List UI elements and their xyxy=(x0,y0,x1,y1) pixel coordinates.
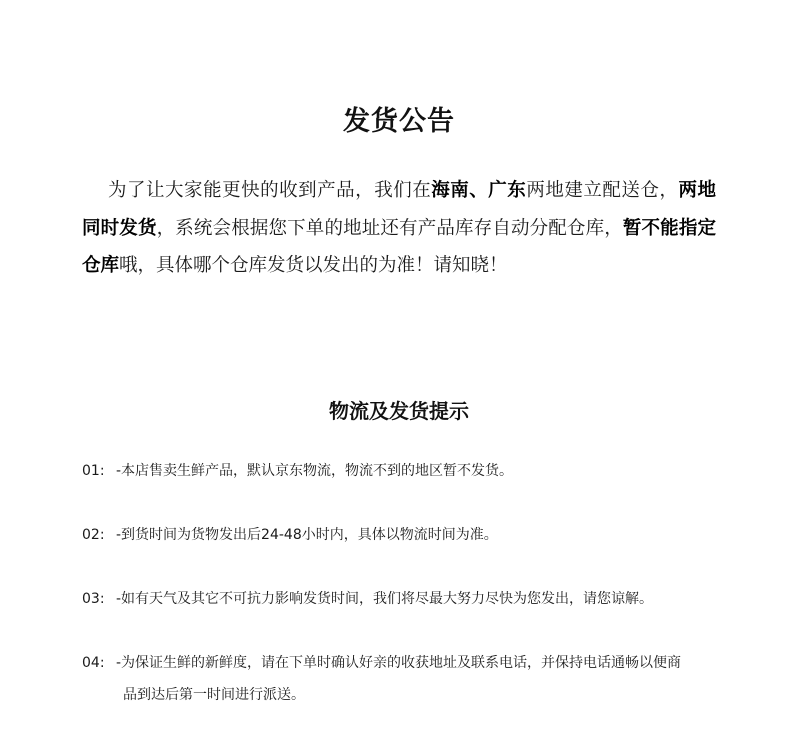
notice-text-3: ，系统会根据您下单的地址还有产品库存自动分配仓库， xyxy=(156,217,623,239)
tip-number: 01: xyxy=(82,463,105,479)
tip-text: -如有天气及其它不可抗力影响发货时间，我们将尽最大努力尽快为您发出，请您谅解。 xyxy=(116,591,654,607)
tip-text: -本店售卖生鲜产品，默认京东物流，物流不到的地区暂不发货。 xyxy=(116,463,514,479)
tip-number: 04: xyxy=(82,655,105,671)
tip-item-4 xyxy=(82,647,722,711)
tip-number: 02: xyxy=(82,527,105,543)
tip-item-2 xyxy=(82,519,722,551)
notice-text-1: 为了让大家能更快的收到产品，我们在 xyxy=(108,180,432,201)
tip-item-3 xyxy=(82,583,722,615)
notice-bold-simultaneous: 两地同时发货 xyxy=(82,180,716,239)
notice-text-2: 两地建立配送仓， xyxy=(526,180,679,201)
notice-bold-no-warehouse-choice: 暂不能指定仓库 xyxy=(82,217,716,276)
tip-text: -到货时间为货物发出后24-48小时内，具体以物流时间为准。 xyxy=(116,527,498,543)
notice-paragraph xyxy=(82,172,716,285)
notice-bold-locations: 海南、广东 xyxy=(431,180,527,201)
tips-title: 物流及发货提示 xyxy=(329,399,469,423)
tip-number: 03: xyxy=(82,591,105,607)
notice-title: 发货公告 xyxy=(343,106,455,137)
tip-text: -为保证生鲜的新鲜度，请在下单时确认好亲的收获地址及联系电话，并保持电话通畅以便商 xyxy=(116,655,682,671)
tip-item-1 xyxy=(82,455,722,487)
tip-text-continuation: 品到达后第一时间进行派送。 xyxy=(123,687,305,703)
notice-text-4: 哦，具体哪个仓库发货以发出的为准！请知晓！ xyxy=(119,255,508,276)
